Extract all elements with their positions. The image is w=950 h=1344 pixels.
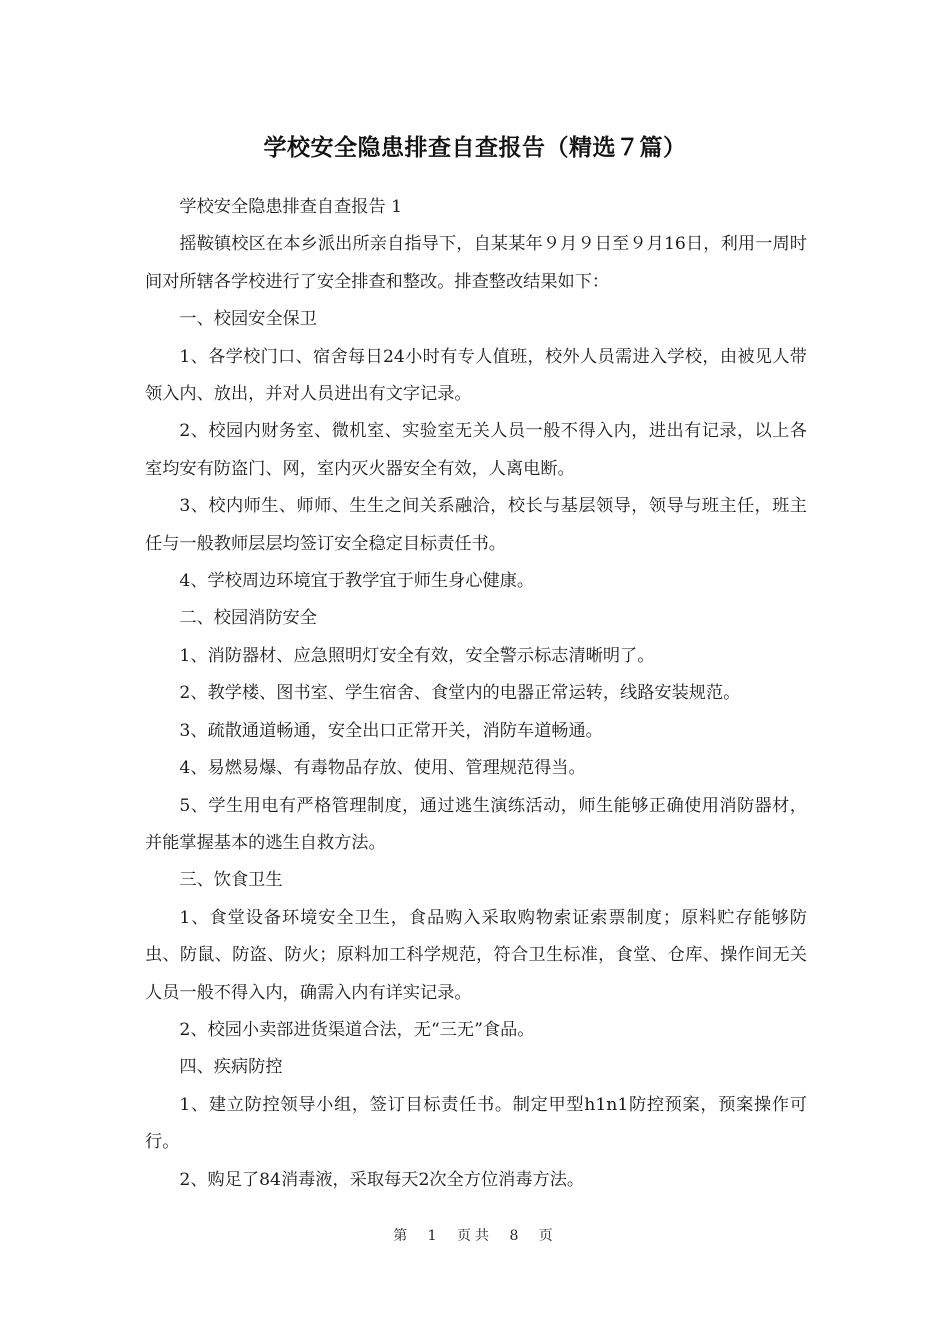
- paragraph: 2、教学楼、图书室、学生宿舍、食堂内的电器正常运转，线路安装规范。: [179, 683, 741, 704]
- document-title: 学校安全隐患排查自查报告（精选７篇）: [263, 135, 687, 161]
- paragraph: 1、食堂设备环境安全卫生，食品购入采取购物索证索票制度；原料贮存能够防虫、防鼠、防盗、防火；原料加工科学规范，符合卫生标准，食堂、仓库、操作间无关人员一般不得入内，确需入内有详实记录。: [145, 907, 807, 1003]
- paragraph: 摇鞍镇校区在本乡派出所亲自指导下，自某某年９月９日至９月16日，利用一周时间对所辖各学校进行了安全排查和整改。排查整改结果如下：: [145, 234, 807, 292]
- paragraph: 1、建立防控领导小组，签订目标责任书。制定甲型h1n1防控预案，预案操作可行。: [145, 1094, 807, 1153]
- document-body: [145, 189, 807, 1199]
- paragraph: 4、易燃易爆、有毒物品存放、使用、管理规范得当。: [179, 758, 586, 779]
- paragraph: 4、学校周边环境宜于教学宜于师生身心健康。: [179, 571, 535, 592]
- section-heading: 三、饮食卫生: [179, 870, 283, 891]
- section-heading: 四、疾病防控: [179, 1057, 283, 1078]
- paragraph: 2、校园内财务室、微机室、实验室无关人员一般不得入内，进出有记录，以上各室均安有防盗门、网，室内灭火器安全有效，人离电断。: [145, 421, 807, 479]
- section-heading: 二、校园消防安全: [179, 608, 317, 629]
- paragraph: 2、购足了84消毒液，采取每天2次全方位消毒方法。: [179, 1169, 585, 1190]
- page-number-footer: 第 1 页共 8 页: [393, 1228, 557, 1244]
- paragraph: 1、各学校门口、宿舍每日24小时有专人值班，校外人员需进入学校，由被见人带领入内、放出，并对人员进出有文字记录。: [145, 346, 807, 405]
- paragraph: 2、校园小卖部进货渠道合法，无“三无”食品。: [179, 1019, 535, 1040]
- paragraph: 3、校内师生、师师、生生之间关系融洽，校长与基层领导，领导与班主任，班主任与一般教师层层均签订安全稳定目标责任书。: [145, 496, 807, 554]
- paragraph: 3、疏散通道畅通，安全出口正常开关，消防车道畅通。: [179, 720, 603, 741]
- paragraph: 1、消防器材、应急照明灯安全有效，安全警示标志清晰明了。: [179, 645, 655, 666]
- paragraph: 5、学生用电有严格管理制度，通过逃生演练活动，师生能够正确使用消防器材，并能掌握基本的逃生自救方法。: [145, 795, 807, 853]
- paragraph: 学校安全隐患排查自查报告 1: [179, 197, 403, 217]
- section-heading: 一、校园安全保卫: [179, 309, 317, 330]
